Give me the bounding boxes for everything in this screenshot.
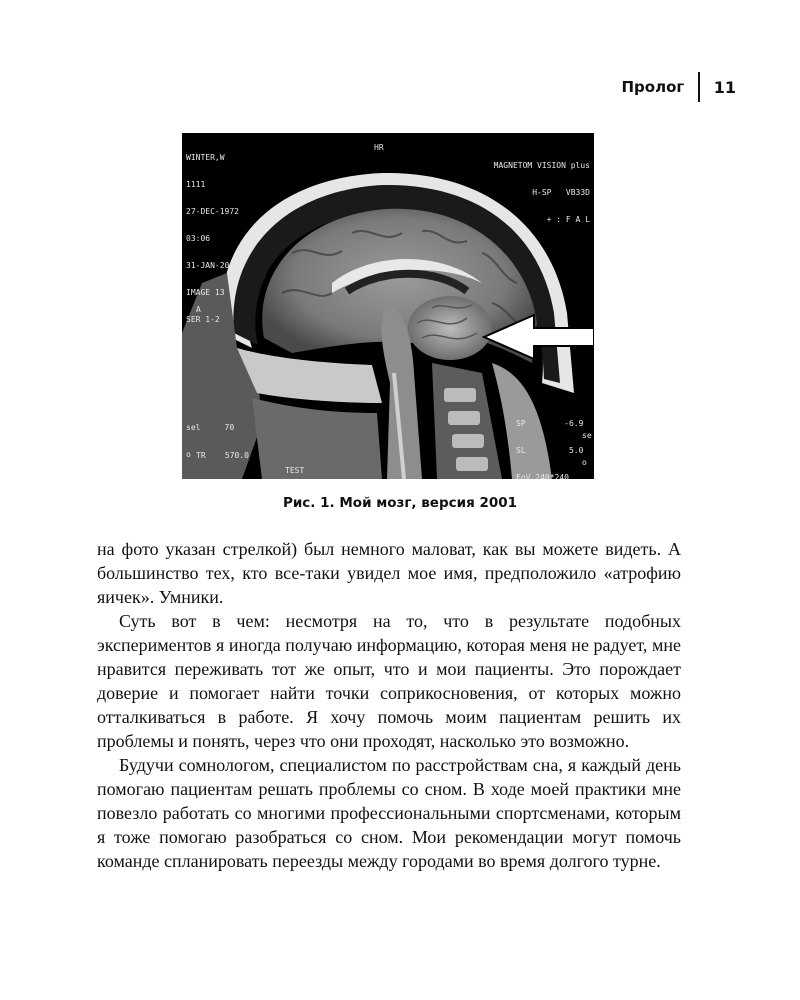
mri-figure	[182, 133, 594, 479]
scan-info-bottom-left-a: sel 70 o	[186, 423, 235, 459]
scan-info-top-right: MAGNETOM VISION plus H-SP VB33D + : F A L	[493, 161, 590, 224]
running-header	[622, 72, 737, 102]
paragraph: на фото указан стрелкой) был немного маловат, как вы можете видеть. А большинство тех, кто все-таки увидел мое имя, предположило «атрофию яичек». Умники.	[97, 539, 681, 607]
page-number: 11	[713, 77, 736, 97]
scan-label-test: TEST	[285, 466, 305, 475]
scan-info-right-edge: se o	[582, 431, 592, 467]
scan-info-top-left: WINTER,W 1111 27-DEC-1972 03:06 31-JAN-2001 IMAGE 13 SER 1-2	[186, 153, 239, 324]
scan-orientation-label: HR	[374, 143, 384, 152]
paragraph: Суть вот в чем: несмотря на то, что в результате подобных экспериментов я иногда получаю информацию, которая меня не радует, мне нравится переживать тот же опыт, что и мои пациенты. Это порождает доверие и помогает найти точки соприкосновения, от которых можно отталкиваться в работе. Я хочу помочь моим пациентам решить их проблемы и понять, через что они проходят, насколько это возможно.	[97, 611, 681, 751]
section-title: Пролог	[621, 78, 685, 96]
figure-caption: Рис. 1. Мой мозг, версия 2001	[282, 495, 518, 511]
scan-info-bottom-left-b: TR 570.0	[196, 451, 249, 460]
paragraph: Будучи сомнологом, специалистом по расстройствам сна, я каждый день помогаю пациентам решать проблемы со сном. В ходе моей практики мне повезло работать со многими профессиональными спортсменами, которым я тоже помогаю разобраться со сном. Мои рекомендации могут помочь команде спланировать переезды между городами во время долгого турне.	[97, 755, 681, 871]
body-text	[97, 537, 681, 873]
scan-anterior-marker: A	[196, 305, 201, 314]
scan-info-bottom-right: SP -6.9 SL 5.0 FoV 240*240	[516, 419, 584, 479]
